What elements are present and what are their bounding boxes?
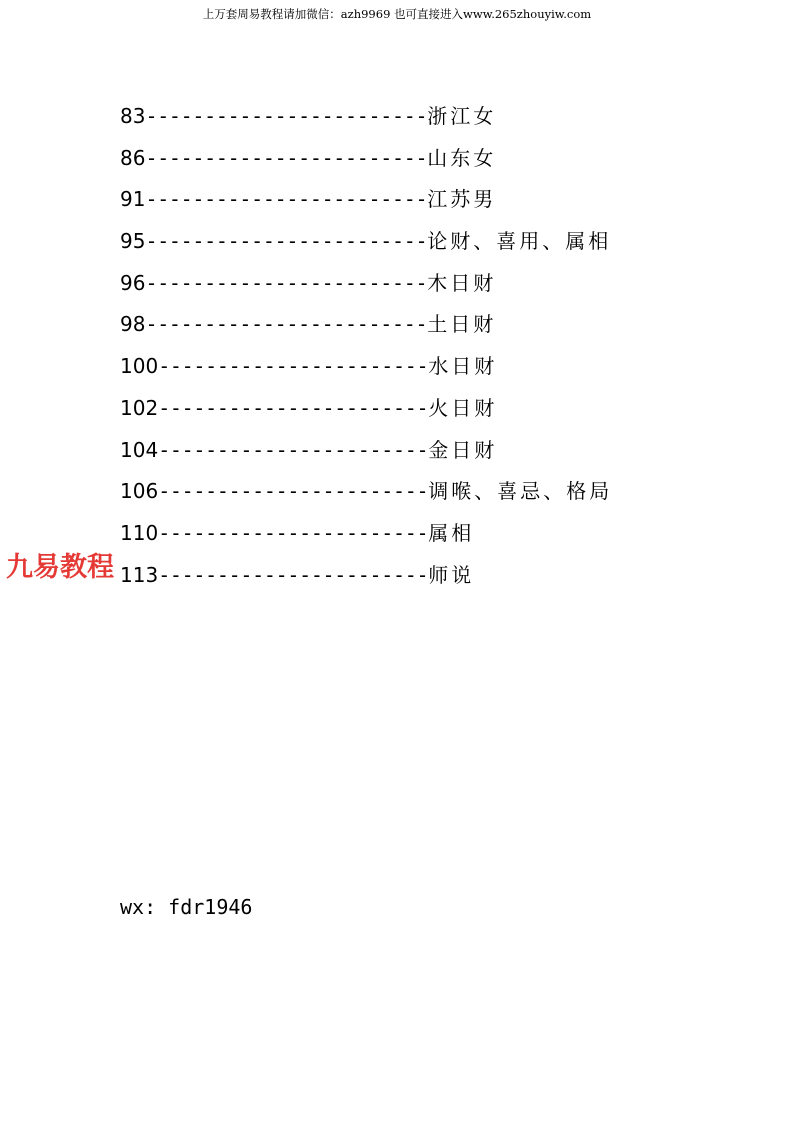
toc-page-number: 91 xyxy=(120,187,146,212)
toc-leader: ----------------------- xyxy=(158,395,429,420)
contact-wechat: wx: fdr1946 xyxy=(120,895,253,919)
toc-leader: ------------------------ xyxy=(145,104,428,128)
toc-page-number: 113 xyxy=(120,562,159,587)
toc-entry xyxy=(120,100,680,142)
toc-page-number: 95 xyxy=(120,229,146,254)
toc-page-number: 86 xyxy=(120,145,146,170)
toc-entry xyxy=(120,475,680,517)
toc-title: 山东女 xyxy=(427,145,497,170)
toc-entry xyxy=(120,308,680,350)
toc-leader: ------------------------ xyxy=(145,145,428,170)
toc-title: 火日财 xyxy=(428,395,498,420)
toc-entry xyxy=(120,225,680,267)
toc-title: 调喉、喜忌、格局 xyxy=(428,479,613,504)
toc-title: 水日财 xyxy=(428,354,498,379)
toc-title: 浙江女 xyxy=(427,104,497,128)
toc-entry xyxy=(120,183,680,225)
toc-leader: ----------------------- xyxy=(158,520,429,545)
table-of-contents xyxy=(120,100,680,600)
toc-page-number: 102 xyxy=(120,395,159,420)
toc-title: 属相 xyxy=(428,520,475,545)
toc-entry xyxy=(120,267,680,309)
toc-leader: ----------------------- xyxy=(158,479,429,504)
toc-entry xyxy=(120,392,680,434)
toc-page-number: 100 xyxy=(120,354,159,379)
toc-title: 金日财 xyxy=(428,437,498,462)
toc-leader: ------------------------ xyxy=(145,312,428,337)
toc-entry xyxy=(120,517,680,559)
toc-entry xyxy=(120,434,680,476)
toc-page-number: 98 xyxy=(120,312,146,337)
toc-page-number: 83 xyxy=(120,104,146,128)
toc-leader: ------------------------ xyxy=(145,187,428,212)
toc-entry xyxy=(120,142,680,184)
toc-entry xyxy=(120,559,680,601)
toc-leader: ----------------------- xyxy=(158,354,429,379)
toc-page-number: 106 xyxy=(120,479,159,504)
toc-page-number: 110 xyxy=(120,520,159,545)
toc-title: 土日财 xyxy=(427,312,497,337)
page-header: 上万套周易教程请加微信：azh9969 也可直接进入www.265zhouyiw.com xyxy=(202,7,592,21)
toc-title: 师说 xyxy=(428,562,475,587)
toc-leader: ----------------------- xyxy=(158,562,429,587)
watermark-logo: 九易教程 xyxy=(6,552,114,583)
toc-leader: ----------------------- xyxy=(158,437,429,462)
toc-entry xyxy=(120,350,680,392)
toc-leader: ------------------------ xyxy=(145,270,428,295)
toc-title: 江苏男 xyxy=(427,187,497,212)
toc-title: 木日财 xyxy=(427,270,497,295)
toc-leader: ------------------------ xyxy=(145,229,428,254)
toc-title: 论财、喜用、属相 xyxy=(427,229,612,254)
toc-page-number: 104 xyxy=(120,437,159,462)
toc-page-number: 96 xyxy=(120,270,146,295)
